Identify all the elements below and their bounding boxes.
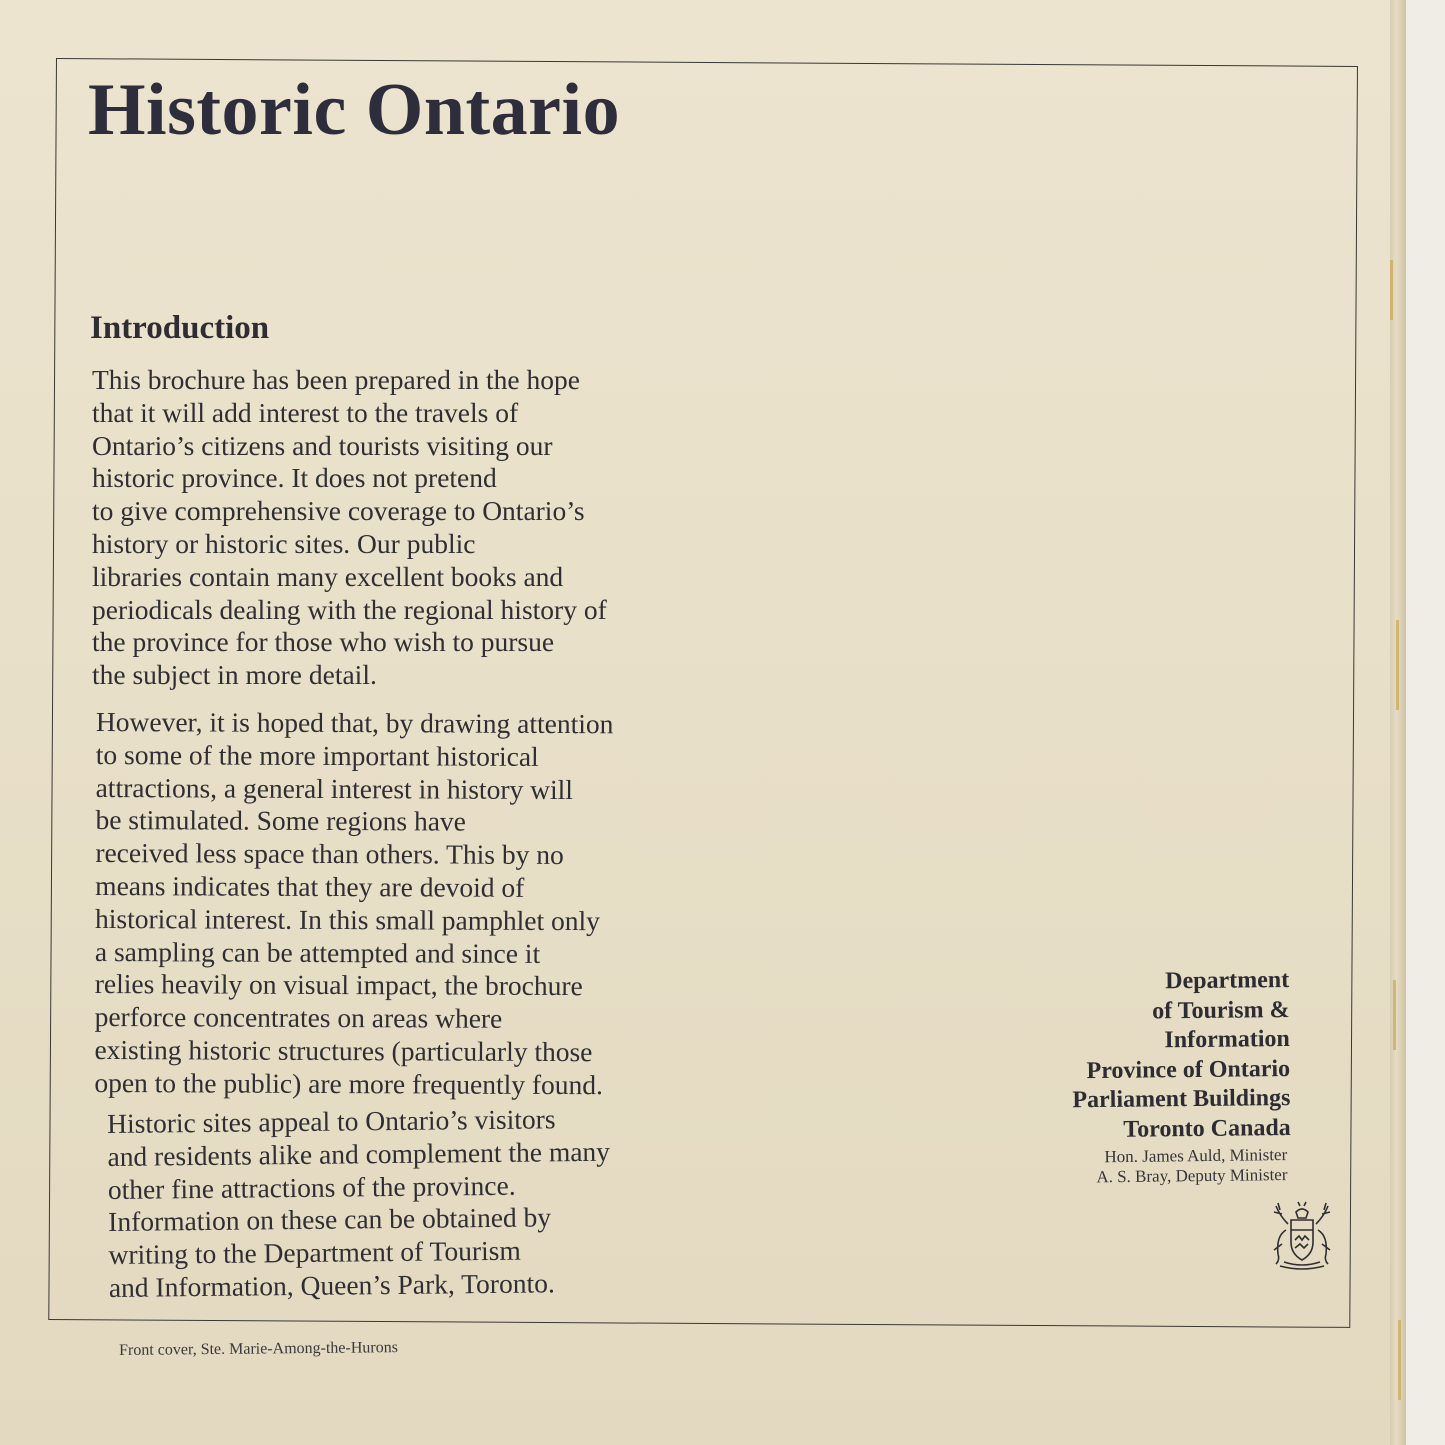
paragraph-line: history or historic sites. Our public (92, 527, 476, 559)
paragraph-line: to give comprehensive coverage to Ontario’s (92, 495, 585, 527)
paragraph-line: and residents alike and complement the many (107, 1135, 611, 1172)
introduction-paragraph-2 (94, 706, 613, 1102)
introduction-heading: Introduction (90, 310, 270, 346)
department-line: Information (1164, 1025, 1290, 1054)
paragraph-line: historical interest. In this small pamphlet only (95, 902, 600, 936)
paragraph-line: and Information, Queen’s Park, Toronto. (108, 1267, 555, 1303)
paragraph-line: However, it is hoped that, by drawing attention (95, 706, 614, 740)
coat-of-arms-icon (1264, 1200, 1340, 1272)
paragraph-line: to some of the more important historical (95, 738, 539, 772)
paragraph-line: the province for those who wish to pursue (92, 626, 555, 658)
paragraph-line: that it will add interest to the travels of (92, 396, 519, 428)
paragraph-line: historic province. It does not pretend (92, 462, 497, 494)
paragraph-line: writing to the Department of Tourism (108, 1234, 521, 1271)
paragraph-line: attractions, a general interest in history will (95, 771, 574, 805)
paragraph-line: open to the public) are more frequently found. (94, 1066, 603, 1100)
paragraph-line: relies heavily on visual impact, the brochure (94, 968, 583, 1002)
paragraph-line: existing historic structures (particularly those (94, 1033, 593, 1068)
paragraph-line: Ontario’s citizens and tourists visiting our (92, 429, 553, 461)
department-line: Parliament Buildings (1072, 1084, 1291, 1114)
paragraph-line: means indicates that they are devoid of (95, 869, 525, 903)
paragraph-line: other fine attractions of the province. (107, 1169, 516, 1205)
paragraph-line: Information on these can be obtained by (108, 1201, 552, 1238)
officials-list (1096, 1145, 1288, 1187)
department-line: Department (1165, 966, 1290, 995)
introduction-paragraph-3 (107, 1103, 612, 1305)
introduction-paragraph-1 (92, 364, 607, 692)
paragraph-line: a sampling can be attempted and since it (94, 935, 541, 969)
paragraph-line: received less space than others. This by no (95, 837, 564, 871)
paragraph-line: perforce concentrates on areas where (94, 1001, 503, 1034)
paragraph-line: libraries contain many excellent books and (92, 560, 564, 592)
paragraph-line: the subject in more detail. (92, 659, 377, 691)
department-line: Toronto Canada (1123, 1114, 1291, 1143)
page-edge (1390, 0, 1406, 1445)
front-cover-caption: Front cover, Ste. Marie-Among-the-Hurons (119, 1339, 399, 1359)
minister-name: Hon. James Auld, Minister (1104, 1145, 1288, 1167)
department-address (1071, 966, 1291, 1145)
department-line: Province of Ontario (1086, 1055, 1291, 1084)
paragraph-line: Historic sites appeal to Ontario’s visitors (107, 1103, 556, 1139)
paragraph-line: periodicals dealing with the regional history of (92, 593, 607, 625)
deputy-minister-name: A. S. Bray, Deputy Minister (1096, 1164, 1288, 1187)
paragraph-line: be stimulated. Some regions have (95, 804, 466, 838)
page-title: Historic Ontario (88, 69, 621, 151)
department-line: of Tourism & (1151, 996, 1290, 1024)
paragraph-line: This brochure has been prepared in the hope (92, 364, 580, 395)
